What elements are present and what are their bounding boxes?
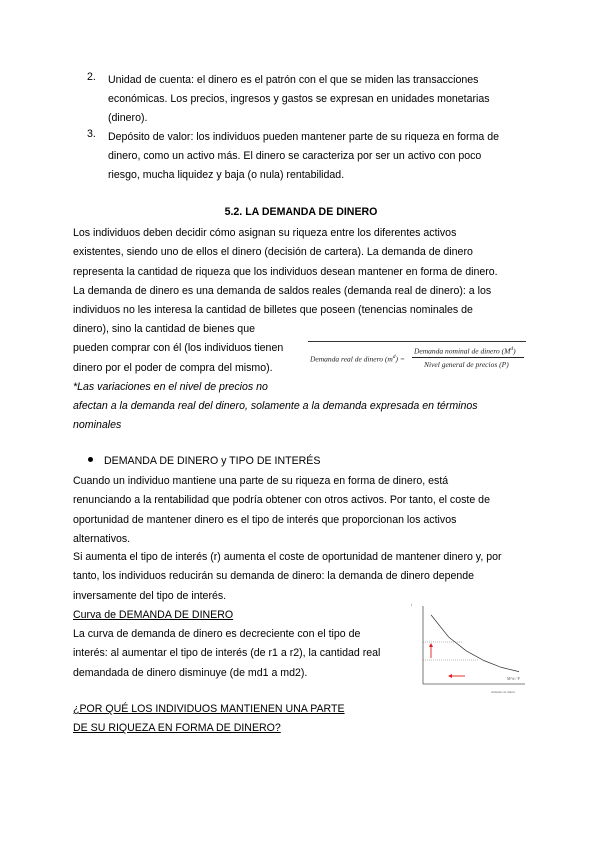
line: Si aumenta el tipo de interés (r) aumenta el coste de oportunidad de mantener dinero y, por xyxy=(73,551,502,563)
x-axis-label: M^d / P xyxy=(507,676,520,681)
arrow-left-head-icon xyxy=(448,674,452,678)
list-number: 2. xyxy=(87,71,96,83)
demand-curve xyxy=(431,615,519,672)
line: pueden comprar con él (los individuos tienen xyxy=(73,342,284,355)
list-number: 3. xyxy=(87,128,96,140)
section-title: 5.2. LA DEMANDA DE DINERO xyxy=(224,206,378,218)
line: oportunidad de mantener dinero es el tipo de interés que proporcionan los activos xyxy=(73,513,457,526)
line: representa la cantidad de riqueza que los individuos desean mantener en forma de dinero. xyxy=(73,265,498,278)
line: riesgo, mucha liquidez y baja (o nula) rentabilidad. xyxy=(108,169,345,181)
line: Cuando un individuo mantiene una parte de su riqueza en forma de dinero, está xyxy=(73,475,449,487)
formula-demanda-real xyxy=(308,344,526,372)
paragraph-curva xyxy=(73,625,401,683)
paragraph-coste-oportunidad xyxy=(73,472,529,549)
list-item-text xyxy=(108,71,528,128)
fraction-bar xyxy=(412,357,524,358)
line: dinero, como un activo más. El dinero se caracteriza por ser un activo con poco xyxy=(108,150,482,162)
line: nominales xyxy=(73,419,122,432)
question xyxy=(73,700,403,739)
x-tick-label: demanda de dinero xyxy=(491,690,516,694)
line: tanto, los individuos reducirán su demanda de dinero: la demanda de dinero depende xyxy=(73,570,475,583)
curve-title: Curva de DEMANDA DE DINERO xyxy=(73,609,234,621)
money-demand-chart xyxy=(407,600,529,698)
line: La curva de demanda de dinero es decreciente con el tipo de xyxy=(73,628,361,640)
paragraph-saldos-reales xyxy=(73,282,529,321)
line: Depósito de valor: los individuos pueden mantener parte de su riqueza en forma de xyxy=(108,131,500,143)
arrow-up-head-icon xyxy=(429,643,433,647)
line: La demanda de dinero es una demanda de saldos reales (demanda real de dinero): a los xyxy=(73,285,492,297)
line: Unidad de cuenta: el dinero es el patrón con el que se miden las transacciones xyxy=(108,74,479,86)
bullet-icon xyxy=(88,457,93,462)
y-axis-label: i xyxy=(411,602,413,607)
line: renunciando a la rentabilidad que podría obtener con otros activos. Por tanto, el coste de xyxy=(73,494,490,507)
formula-numerator: Demanda nominal de dinero $(M^d)$ xyxy=(414,346,516,356)
line: dinero por el poder de compra del mismo). xyxy=(73,361,273,374)
formula-lhs: Demanda real de dinero $(m^d)$ = xyxy=(310,354,405,364)
bullet-heading: DEMANDA DE DINERO y TIPO DE INTERÉS xyxy=(104,455,321,467)
note-rest xyxy=(73,397,529,436)
paragraph-saldos-reales-cont xyxy=(73,320,301,378)
line: Los individuos deben decidir cómo asignan su riqueza entre los diferentes activos xyxy=(73,227,457,239)
line: alternativos. xyxy=(73,532,131,545)
formula-rule xyxy=(308,341,526,342)
line: inversamente del tipo de interés. xyxy=(73,589,227,602)
line: interés: al aumentar el tipo de interés (de r1 a r2), la cantidad real xyxy=(73,647,381,660)
paragraph-tipo-interes xyxy=(73,548,529,606)
list-item-text xyxy=(108,128,528,185)
line: económicas. Los precios, ingresos y gastos se expresan en unidades monetarias xyxy=(108,93,490,105)
paragraph-asignacion xyxy=(73,224,529,282)
line: afectan a la demanda real del dinero, solamente a la demanda expresada en términos xyxy=(73,400,478,412)
line: dinero), sino la cantidad de bienes que xyxy=(73,323,255,335)
line: individuos no les interesa la cantidad de billetes que poseen (tenencias nominales de xyxy=(73,304,473,317)
line: ¿POR QUÉ LOS INDIVIDUOS MANTIENEN UNA PARTE xyxy=(73,703,345,715)
note-line-1: *Las variaciones en el nivel de precios no xyxy=(73,381,268,393)
line: demandada de dinero disminuye (de md1 a md2). xyxy=(73,666,308,679)
line: (dinero). xyxy=(108,112,148,124)
formula-denominator: Nivel general de precios (P) xyxy=(424,360,509,369)
line: existentes, siendo uno de ellos el dinero (decisión de cartera). La demanda de dinero xyxy=(73,246,473,259)
line: DE SU RIQUEZA EN FORMA DE DINERO? xyxy=(73,722,281,735)
